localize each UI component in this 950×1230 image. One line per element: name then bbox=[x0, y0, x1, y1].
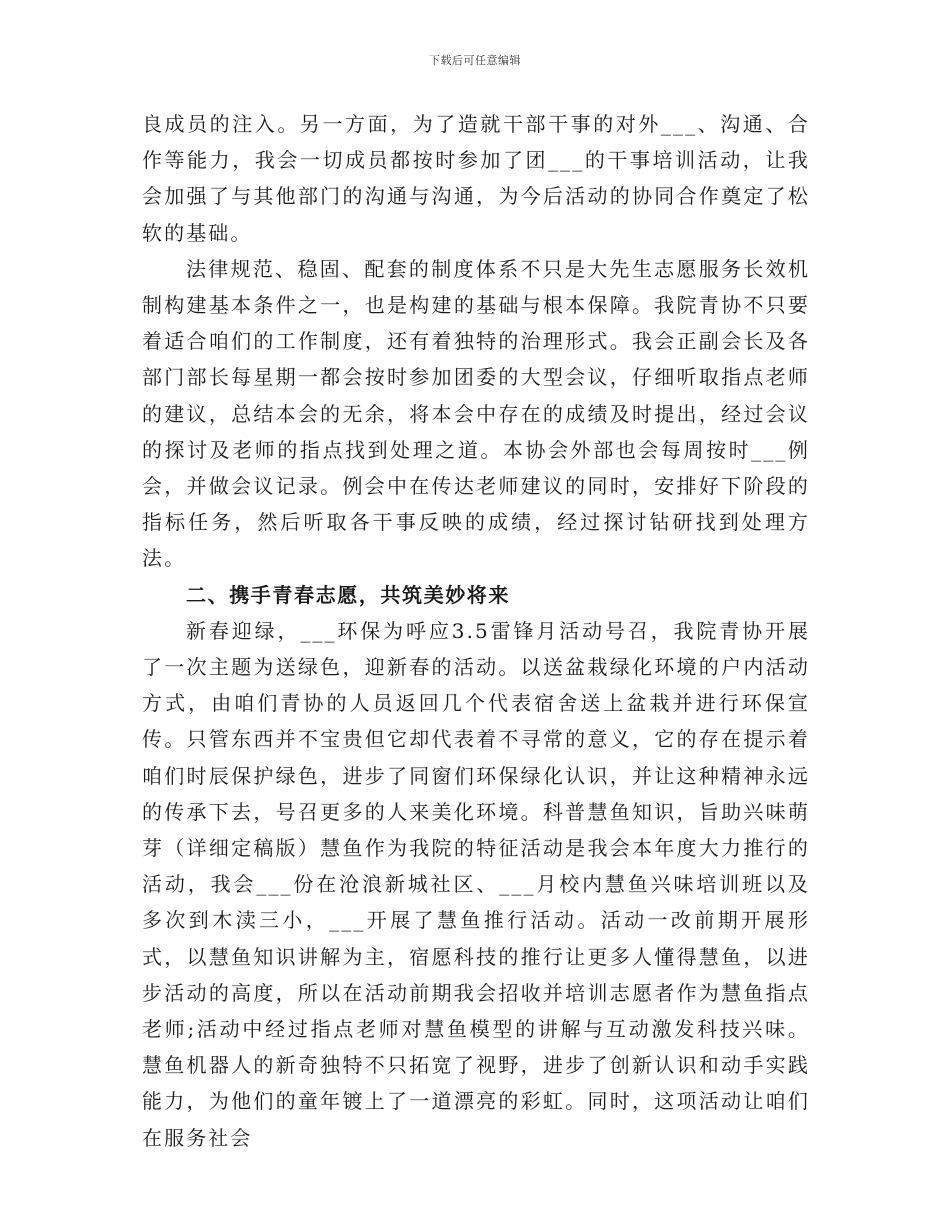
page-header-note: 下载后可任意编辑 bbox=[429, 54, 521, 67]
paragraph-continuation: 良成员的注入。另一方面，为了造就干部干事的对外___、沟通、合作等能力，我会一切成员都按时参加了团___的干事培训活动，让我会加强了与其他部门的沟通与沟通，为今后活动的协同合作奠定了松软的基础。 bbox=[142, 112, 810, 245]
paragraph-activities: 新春迎绿，___环保为呼应3.5雷锋月活动号召，我院青协开展了一次主题为送绿色，迎新春的活动。以送盆栽绿化环境的户内活动方式，由咱们青协的人员返回几个代表宿舍送上盆栽并进行环保宣传。只管东西并不宝贵但它却代表着不寻常的意义，它的存在提示着咱们时辰保护绿色，进步了同窗们环保绿化认识，并让这种精神永远的传承下去，号召更多的人来美化环境。科普慧鱼知识，旨助兴味萌芽（详细定稿版）慧鱼作为我院的特征活动是我会本年度大力推行的活动，我会___份在沧浪新城社区、___月校内慧鱼兴味培训班以及多次到木渎三小，___开展了慧鱼推行活动。活动一改前期开展形式，以慧鱼知识讲解为主，宿愿科技的推行让更多人懂得慧鱼，以进步活动的高度，所以在活动前期我会招收并培训志愿者作为慧鱼指点老师;活动中经过指点老师对慧鱼模型的讲解与互动激发科技兴味。慧鱼机器人的新奇独特不只拓宽了视野，进步了创新认识和动手实践能力，为他们的童年镀上了一道漂亮的彩虹。同时，这项活动让咱们在服务社会 bbox=[142, 618, 810, 1150]
section-heading: 二、携手青春志愿，共筑美妙将来 bbox=[186, 582, 510, 607]
paragraph-system-building: 法律规范、稳固、配套的制度体系不只是大先生志愿服务长效机制构建基本条件之一，也是构建的基础与根本保障。我院青协不只要着适合咱们的工作制度，还有着独特的治理形式。我会正副会长及各部门部长每星期一都会按时参加团委的大型会议，仔细听取指点老师的建议，总结本会的无余，将本会中存在的成绩及时提出，经过会议的探讨及老师的指点找到处理之道。本协会外部也会每周按时___例会，并做会议记录。例会中在传达老师建议的同时，安排好下阶段的指标任务，然后听取各干事反映的成绩，经过探讨钻研找到处理方法。 bbox=[142, 256, 810, 571]
document-body bbox=[142, 106, 810, 1156]
